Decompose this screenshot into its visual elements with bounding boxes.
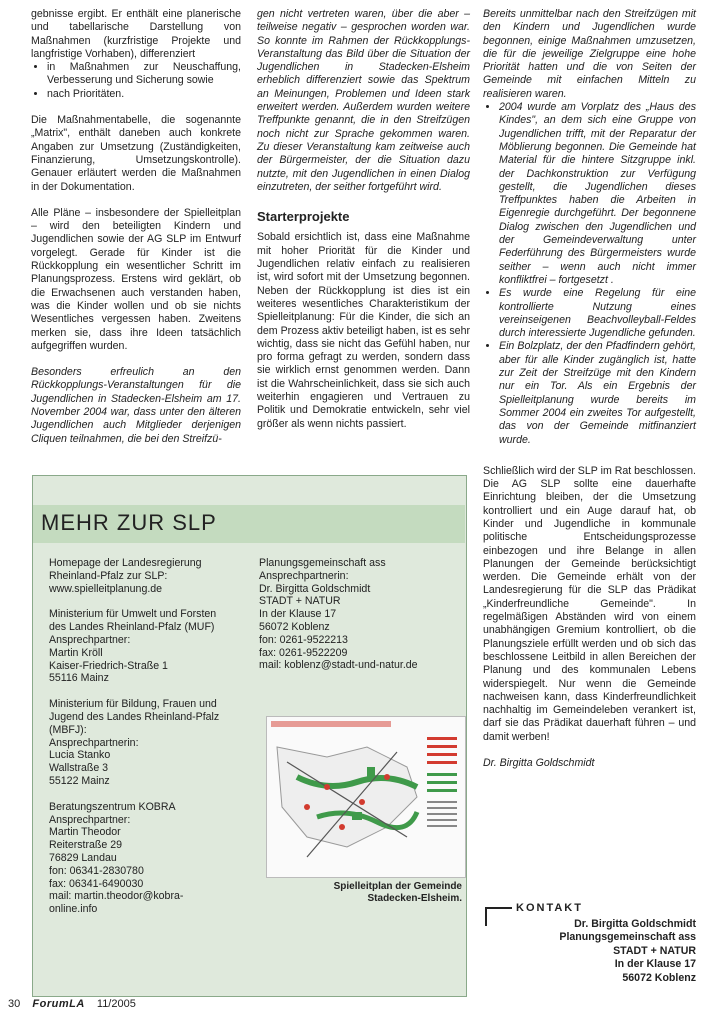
text-line: Planungsgemeinschaft ass (559, 931, 696, 944)
info-box-title: MEHR ZUR SLP (41, 510, 217, 535)
text-line: Ministerium für Bildung, Frauen und (49, 698, 217, 711)
author: Dr. Birgitta Goldschmidt (483, 757, 595, 770)
text-line: Planungsgemeinschaft ass (259, 557, 386, 569)
text-line: Martin Theodor (49, 826, 121, 839)
list-item: • 2004 wurde am Vorplatz des „Haus des Kindes", an dem sich eine Gruppe von Jugendlichen trifft, mit der Reparatur der Möblierung begonnen. Die Gemeinde hat Material für die hintere Sitzgruppe inkl. der Dachkonstruktion zur Verfügung gestellt, die Jugendlichen dieses Treffpunktes haben die Arbeiten in Eigenregie durchgeführt. Der begonnene Dialog zwischen den Jugendlichen und der Gemeindeverwaltung unter Federführung des Bürgermeisters wurde seither – wenn auch nicht immer konfliktfrei – fortgesetzt . (499, 101, 696, 287)
text-line: 76829 Landau (49, 851, 117, 864)
text-line: fon: 06341-2830780 (49, 864, 144, 877)
col1-paragraph: Alle Pläne – insbesondere der Spielleitplan – wird den beteiligten Kindern und Jugendlichen sowie der AG SLP im Entwurf vorgelegt. Gerade für Kinder ist die Rückkopplung ein wesentlicher Schritt im Planungsprozess. Erstens wird geklärt, ob die Erwachsenen auch verstanden haben, was die Kinder wollen und ob sie nichts Wesentliches vergessen haben. Zweitens merken sie, dass ihre Ideen tatsächlich aufgegriffen wurden. (31, 206, 241, 352)
list-item: • Ein Bolzplatz, der den Pfadfindern gehört, aber für alle Kinder zugänglich ist, hatte zur Zeit der Streifzüge mit den Kindern nur ein Tor. Als ein Ergebnis der Spielleitplanung wurde bereits im Sommer 2004 ein zweites Tor aufgestellt, das von der Gemeinde mitfinanziert wurde. (499, 340, 696, 446)
contact-block (49, 557, 249, 595)
text-line: Ministerium für Umwelt und Forsten (49, 608, 217, 621)
list-item: • Es wurde eine Regelung für eine kontrollierte Nutzung eines vereinseigenen Beachvolleyball-Feldes durch interessierte Jugendliche gefunden. (499, 287, 696, 340)
col1-bullet-list (31, 61, 241, 101)
list-item: • nach Prioritäten. (47, 88, 241, 101)
text-line: online.info (49, 903, 98, 916)
list-item: • in Maßnahmen zur Neuschaffung, Verbesserung und Sicherung sowie (47, 61, 241, 88)
col2-paragraph: Sobald ersichtlich ist, dass eine Maßnahme mit hoher Priorität für die Kinder und Jugendlichen relativ einfach zu realisieren ist, wird sofort mit der Umsetzung begonnen. Neben der Rückkopplung ist dies ist ein weiteres wesentliches Charakteristikum der Spielleitplanung: Für die Kinder, die sich an dem Prozess aktiv beteiligt haben, ist es sehr wichtig, dass sie nicht das Gefühl haben, nur pro forma gefragt zu werden, sondern dass sie wirklich ernst genommen werden. Dann ist die Wahrscheinlichkeit, dass sie sich auch weiterhin engagieren und Vertrauen zu Politik und Demokratie entwickeln, sehr viel größer als wenn nichts passiert. (257, 231, 470, 430)
col3-paragraph: Schließlich wird der SLP im Rat beschlossen. Die AG SLP sollte eine dauerhafte Einrichtung bleiben, der die Umsetzung kontrolliert und ein Auge darauf hat, ob Kinder und Jugendliche in kommunale politische Entscheidungsprozesse einbezogen und ihre Belange in allen Planungen der Gemeinde berücksichtigt werden. Die Gemeinde erhält von der Landesregierung für die SLP das Prädikat „Kinderfreundliche Gemeinde". In regelmäßigen Abständen wird von einem unabhängigen Gremium kontrolliert, ob die Planungsziele erfüllt werden und ob sich das beschlossene Leitbild in allen Bereichen der Planung und des kommunalen Lebens widerspiegelt. Nur wenn die Gemeinde nachweisen kann, dass Kinderfreundlichkeit nachhaltig im Gemeindeleben verankert ist, darf sie das Prädikat dauerhaft führen – und damit werben! (483, 464, 696, 743)
col1-paragraph: Besonders erfreulich an den Rückkopplungs-Veranstaltungen für die Jugendlichen in Stadecken-Elsheim am 17. November 2004 war, dass unter den älteren Jugendlichen auch Mitglieder derjenigen Cliquen teilnahmen, die bei den Streifzü- (31, 366, 241, 445)
map-caption (266, 881, 462, 905)
map-illustration (267, 717, 465, 877)
email-link[interactable]: mail: martin.theodor@kobra- (49, 890, 184, 903)
text-line: Ansprechpartnerin: (259, 569, 349, 582)
contact-block (49, 608, 249, 685)
contact-label: KONTAKT (516, 902, 583, 914)
text-line: (MBFJ): (49, 723, 87, 736)
column-1 (31, 8, 241, 459)
col3-bullet-list (483, 101, 696, 447)
link[interactable]: www.spielleitplanung.de (49, 582, 163, 595)
text-line: Kaiser-Friedrich-Straße 1 (49, 659, 168, 672)
text-line: In der Klause 17 (259, 608, 337, 621)
text-line: 56072 Koblenz (259, 620, 330, 633)
text-line: 56072 Koblenz (622, 971, 696, 984)
text-line: Homepage der Landesregierung (49, 557, 202, 569)
text-line: STADT + NATUR (259, 595, 341, 608)
text-line: Lucia Stanko (49, 749, 111, 762)
text-line: 55122 Mainz (49, 774, 110, 787)
col1-paragraph: gebnisse ergibt. Er enthält eine planerische und tabellarische Darstellung von Maßnahmen (kurzfristige Projekte und langfristige Vorhaben), differenziert (31, 8, 241, 60)
contact-block (259, 557, 459, 672)
text-line: Reiterstraße 29 (49, 839, 123, 852)
text-line: fax: 06341-6490030 (49, 877, 144, 890)
text-line: fax: 0261-9522209 (259, 646, 348, 659)
text-line: Jugend des Landes Rheinland-Pfalz (49, 710, 220, 723)
map-image (266, 716, 466, 878)
col3-paragraph: Bereits unmittelbar nach den Streifzügen mit den Kindern und Jugendlichen wurde begonnen, einige Maßnahmen umzusetzen, die für die jeweilige Zielgruppe eine hohe Priorität hatten und die von Seiten der Gemeinde mit einfachen Mitteln zu realisieren waren. (483, 8, 696, 100)
page-number: 30 (8, 998, 21, 1010)
info-box (32, 475, 467, 997)
text-line: In der Klause 17 (614, 958, 696, 971)
text-line: STADT + NATUR (613, 944, 696, 957)
section-heading: Starterprojekte (257, 209, 350, 225)
text-line: Dr. Birgitta Goldschmidt (574, 918, 696, 930)
text-line: Martin Kröll (49, 646, 103, 659)
column-2 (257, 8, 470, 444)
info-box-left-column (49, 557, 249, 929)
contact-block (49, 801, 249, 916)
email-link[interactable]: mail: koblenz@stadt-und-natur.de (259, 659, 418, 672)
text-line: des Landes Rheinland-Pfalz (MUF) (49, 621, 215, 634)
text-line: Beratungszentrum KOBRA (49, 800, 176, 813)
text-line: Ansprechpartner: (49, 813, 131, 826)
contact-lines (559, 918, 696, 985)
text-line: Wallstraße 3 (49, 762, 109, 775)
text-line: Dr. Birgitta Goldschmidt (259, 582, 371, 595)
text-line: 55116 Mainz (49, 672, 109, 685)
column-3 (483, 8, 696, 783)
caption-line: Spielleitplan der Gemeinde (333, 881, 462, 892)
col1-paragraph: Die Maßnahmentabelle, die sogenannte „Matrix", enthält daneben auch konkrete Angaben zur Umsetzung (Zuständigkeiten, Finanzierung, Umsetzungskontrolle). Genauer erläutert werden die Maßnahmen in der Dokumentation. (31, 114, 241, 193)
page-footer (8, 998, 136, 1010)
info-box-header (33, 505, 465, 543)
col2-paragraph: gen nicht vertreten waren, über die aber – teilweise negativ – gesprochen worden war. So konnte im Rahmen der Rückkopplungs-Veranstaltung das Bild über die Situation der Jugendlichen in Stadecken-Elsheim erheblich differenziert sowie das Spektrum an Meinungen, Problemen und Ideen stark erweitert werden. Außerdem wurden weitere Treffpunkte genannt, die in den Streifzügen noch nicht zur Sprache gekommen waren. Zu dieser Veranstaltung kam zeitweise auch der Bürgermeister, der die Situation dazu nutzte, mit den Jugendlichen in einen Dialog einzutreten, der seither fortgeführt wird. (257, 8, 470, 193)
info-box-right-column (259, 557, 459, 685)
text-line: Ansprechpartner: (49, 633, 131, 646)
text-line: Rheinland-Pfalz zur SLP: (49, 569, 168, 582)
text-line: Ansprechpartnerin: (49, 736, 139, 749)
caption-line: Stadecken-Elsheim. (367, 893, 462, 904)
text-line: fon: 0261-9522213 (259, 633, 348, 646)
issue-number: 11/2005 (96, 998, 136, 1010)
contact-block (49, 698, 249, 788)
magazine-logo: ForumLA (32, 998, 85, 1010)
